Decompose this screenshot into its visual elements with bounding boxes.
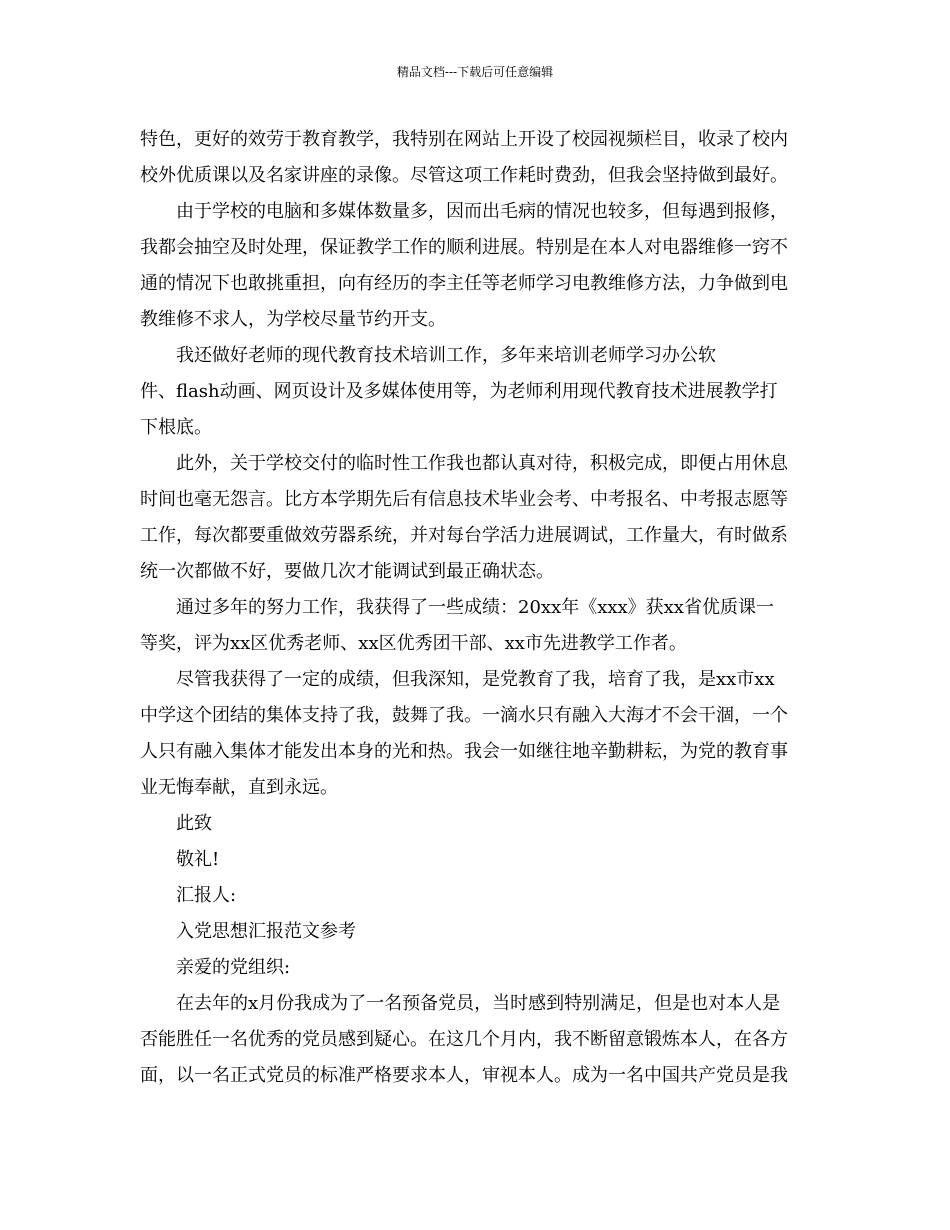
closing-block — [140, 806, 812, 986]
text-line: 通过多年的努力工作，我获得了一些成绩：20xx年《xxx》获xx省优质课一 — [176, 597, 774, 618]
text-line: 工作，每次都要重做效劳器系统，并对每台学活力进展调试，工作量大，有时做系 — [140, 525, 788, 546]
text-line: 我都会抽空及时处理，保证教学工作的顺利进展。特别是在本人对电器维修一窍不 — [140, 237, 788, 258]
paragraph-1 — [140, 122, 812, 194]
document-body — [140, 122, 812, 1094]
section-title: 入党思想汇报范文参考 — [176, 921, 356, 942]
text-line: 由于学校的电脑和多媒体数量多，因而出毛病的情况也较多，但每遇到报修， — [176, 201, 788, 222]
text-line: 人只有融入集体才能发出本身的光和热。我会一如继往地辛勤耕耘，为党的教育事 — [140, 741, 788, 762]
paragraph-4 — [140, 446, 812, 590]
text-line: 统一次都做不好，要做几次才能调试到最正确状态。 — [140, 561, 554, 582]
closing-line: 此致 — [176, 813, 212, 834]
text-line: 尽管我获得了一定的成绩，但我深知，是党教育了我，培育了我，是xx市xx — [176, 669, 775, 690]
salutation-line: 敬礼! — [176, 849, 220, 870]
paragraph-7 — [140, 986, 812, 1094]
text-line: 业无悔奉献，直到永远。 — [140, 777, 338, 798]
paragraph-3 — [140, 338, 812, 446]
text-line: 等奖，评为xx区优秀老师、xx区优秀团干部、xx市先进教学工作者。 — [140, 633, 687, 654]
paragraph-5 — [140, 590, 812, 662]
text-line: 下根底。 — [140, 417, 212, 438]
text-line: 特色，更好的效劳于教育教学，我特别在网站上开设了校园视频栏目，收录了校内 — [140, 129, 788, 150]
paragraph-2 — [140, 194, 812, 338]
text-line: 件、flash动画、网页设计及多媒体使用等，为老师利用现代教育技术进展教学打 — [140, 381, 778, 402]
text-line: 我还做好老师的现代教育技术培训工作，多年来培训老师学习办公软 — [176, 345, 716, 366]
text-line: 时间也毫无怨言。比方本学期先后有信息技术毕业会考、中考报名、中考报志愿等 — [140, 489, 788, 510]
paragraph-6 — [140, 662, 812, 806]
text-line: 面，以一名正式党员的标准严格要求本人，审视本人。成为一名中国共产党员是我 — [140, 1065, 788, 1086]
page-header: 精品文档---下载后可任意编辑 — [396, 65, 554, 79]
greeting-line: 亲爱的党组织: — [176, 957, 291, 978]
text-line: 通的情况下也敢挑重担，向有经历的李主任等老师学习电教维修方法，力争做到电 — [140, 273, 788, 294]
text-line: 在去年的x月份我成为了一名预备党员，当时感到特别满足，但是也对本人是 — [176, 993, 781, 1014]
text-line: 否能胜任一名优秀的党员感到疑心。在这几个月内，我不断留意锻炼本人，在各方 — [140, 1029, 788, 1050]
text-line: 中学这个团结的集体支持了我，鼓舞了我。一滴水只有融入大海才不会干涸，一个 — [140, 705, 788, 726]
text-line: 此外，关于学校交付的临时性工作我也都认真对待，积极完成，即便占用休息 — [176, 453, 788, 474]
reporter-line: 汇报人: — [176, 885, 237, 906]
text-line: 教维修不求人，为学校尽量节约开支。 — [140, 309, 446, 330]
text-line: 校外优质课以及名家讲座的录像。尽管这项工作耗时费劲，但我会坚持做到最好。 — [140, 165, 788, 186]
